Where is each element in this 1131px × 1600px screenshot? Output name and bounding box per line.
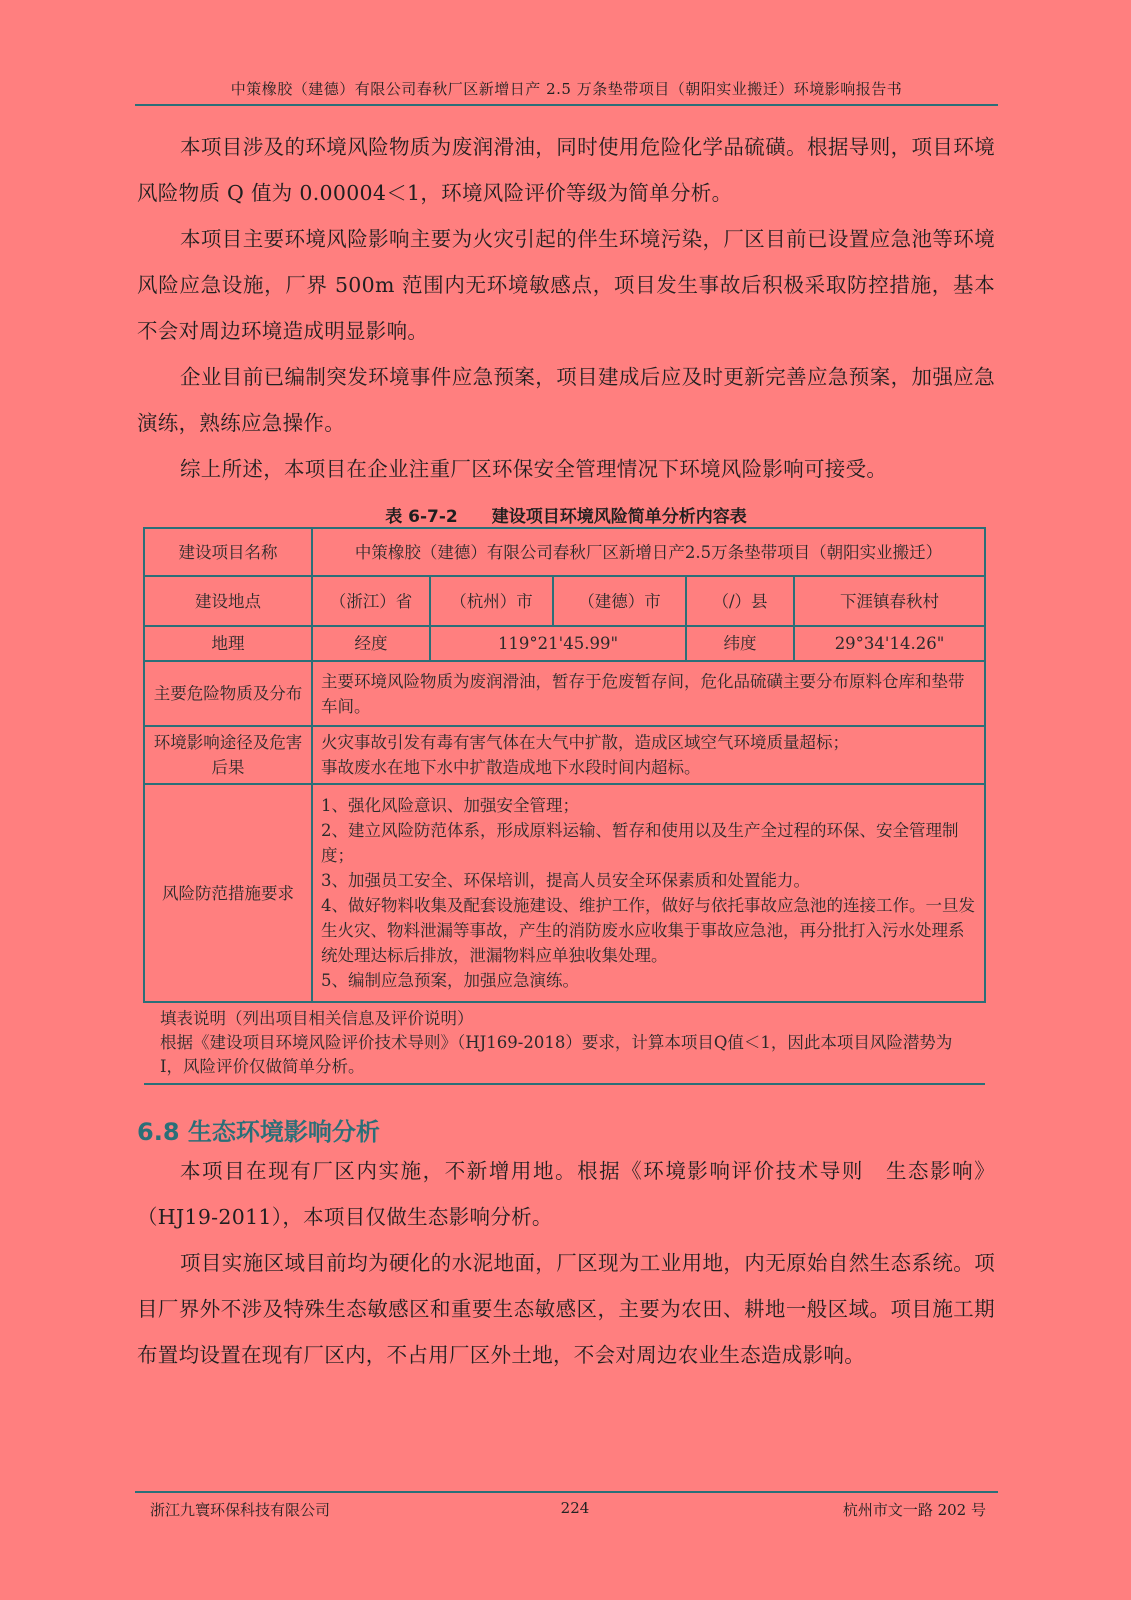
measure-item: 3、加强员工安全、环保培训，提高人员安全环保素质和处置能力。 [321,871,810,890]
location-label: 建设地点 [144,576,312,626]
impact-line: 火灾事故引发有毒有害气体在大气中扩散，造成区域空气环境质量超标； [321,733,849,752]
measure-item: 4、做好物料收集及配套设施建设、维护工作，做好与依托事故应急池的连接工作。一旦发生火灾、物料泄漏等事故，产生的消防废水应收集于事故应急池，再分批打入污水处理系统处理达标后排放，泄漏物料应单独收集处理。 [321,896,975,965]
hazard-label: 主要危险物质及分布 [144,661,312,726]
project-name-label: 建设项目名称 [144,528,312,576]
footer-address: 杭州市文一路 202 号 [842,1501,986,1519]
measures-value [312,784,985,1002]
location-province: （浙江）省 [312,576,430,626]
page-number: 224 [560,1499,590,1517]
measure-item: 5、编制应急预案，加强应急演练。 [321,971,579,990]
project-name-value: 中策橡胶（建德）有限公司春秋厂区新增日产2.5万条垫带项目（朝阳实业搬迁） [312,528,985,576]
body-paragraph-4: 综上所述，本项目在企业注重厂区环保安全管理情况下环境风险影响可接受。 [180,457,888,481]
risk-analysis-table [143,527,986,1085]
impact-value [312,726,985,784]
section-heading: 6.8 生态环境影响分析 [137,1118,380,1146]
measures-label: 风险防范措施要求 [144,784,312,1002]
section-paragraph-1: 本项目在现有厂区内实施，不新增用地。根据《环境影响评价技术导则 生态影响》（HJ19-2011），本项目仅做生态影响分析。 [137,1159,995,1229]
hazard-value: 主要环境风险物质为废润滑油，暂存于危废暂存间，危化品硫磺主要分布原料仓库和垫带车间。 [312,661,985,726]
latitude-value: 29°34'14.26" [794,626,985,661]
body-paragraph-1: 本项目涉及的环境风险物质为废润滑油，同时使用危险化学品硫磺。根据导则，项目环境风险物质 Q 值为 0.00004＜1，环境风险评价等级为简单分析。 [137,135,995,205]
geo-label: 地理 [144,626,312,661]
table-row [144,528,985,576]
table-caption: 表 6-7-2 建设项目环境风险简单分析内容表 [385,507,747,527]
footer-divider [135,1491,998,1493]
body-paragraph-2: 本项目主要环境风险影响主要为火灾引起的伴生环境污染，厂区目前已设置应急池等环境风险应急设施，厂界 500m 范围内无环境敏感点，项目发生事故后积极采取防控措施，基本不会对周边环境造成明显影响。 [137,227,995,343]
body-paragraph-3: 企业目前已编制突发环境事件应急预案，项目建成后应及时更新完善应急预案，加强应急演练，熟练应急操作。 [137,365,995,435]
longitude-value: 119°21'45.99" [430,626,686,661]
page-header: 中策橡胶（建德）有限公司春秋厂区新增日产 2.5 万条垫带项目（朝阳实业搬迁）环境影响报告书 [230,80,903,98]
table-note [144,1002,985,1084]
impact-line: 事故废水在地下水中扩散造成地下水段时间内超标。 [321,758,701,777]
location-city: （杭州）市 [430,576,553,626]
location-county: （/）县 [686,576,794,626]
section-paragraph-2: 项目实施区域目前均为硬化的水泥地面，厂区现为工业用地，内无原始自然生态系统。项目厂界外不涉及特殊生态敏感区和重要生态敏感区，主要为农田、耕地一般区域。项目施工期布置均设置在现有厂区内，不占用厂区外土地，不会对周边农业生态造成影响。 [137,1251,995,1367]
measure-item: 2、建立风险防范体系，形成原料运输、暂存和使用以及生产全过程的环保、安全管理制度； [321,821,959,865]
table-row [144,661,985,726]
footer-company: 浙江九寰环保科技有限公司 [150,1501,331,1519]
note-text: 根据《建设项目环境风险评价技术导则》（HJ169-2018）要求，计算本项目Q值＜1，因此本项目风险潜势为I，风险评价仅做简单分析。 [160,1033,953,1076]
longitude-label: 经度 [312,626,430,661]
table-row [144,1002,985,1084]
latitude-label: 纬度 [686,626,794,661]
note-title: 填表说明（列出项目相关信息及评价说明） [160,1009,474,1028]
measure-item: 1、强化风险意识、加强安全管理； [321,796,579,815]
header-divider [135,104,998,106]
table-row [144,726,985,784]
location-city2: （建德）市 [553,576,686,626]
table-row [144,576,985,626]
table-row [144,784,985,1002]
location-town: 下涯镇春秋村 [794,576,985,626]
table-row [144,626,985,661]
impact-label: 环境影响途径及危害后果 [144,726,312,784]
